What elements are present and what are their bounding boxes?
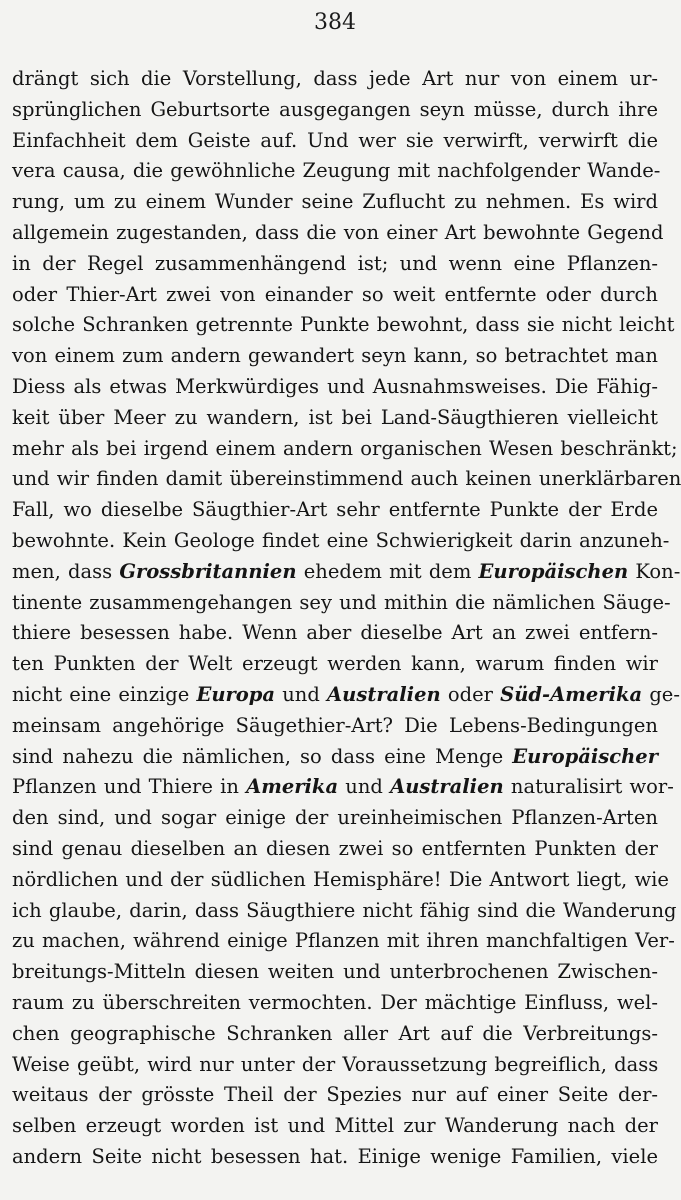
text-line: breitungs-Mitteln diesen weiten und unterbrochenen Zwischen- <box>12 960 658 984</box>
text-line <box>12 680 680 711</box>
emphasis-europa: Europa <box>196 682 276 706</box>
text-line: mehr als bei irgend einem andern organischen Wesen beschränkt; <box>12 436 678 460</box>
text-line: ten Punkten der Welt erzeugt werden kann, warum finden wir <box>12 652 658 676</box>
emphasis-australien: Australien <box>327 682 441 706</box>
emphasis-amerika: Amerika <box>246 775 339 799</box>
text-line: zu machen, während einige Pflanzen mit ihren manchfaltigen Ver- <box>12 929 675 953</box>
text-line: ich glaube, darin, dass Säugthiere nicht fähig sind die Wanderung <box>12 898 677 922</box>
text-run: nicht eine einzige <box>12 682 197 706</box>
page-number: 384 <box>314 10 356 35</box>
text-line: oder Thier-Art zwei von einander so weit entfernte oder durch <box>12 282 658 306</box>
text-line: thiere besessen habe. Wenn aber dieselbe Art an zwei entfern- <box>12 621 658 645</box>
text-line <box>12 772 674 803</box>
text-run: Pflanzen und Thiere in <box>12 775 247 799</box>
text-line: bewohnte. Kein Geologe findet eine Schwierigkeit darin anzuneh- <box>12 528 670 552</box>
text-line: sprünglichen Geburtsorte ausgegangen seyn müsse, durch ihre <box>12 97 658 121</box>
emphasis-europaeischer: Europäischer <box>512 744 658 768</box>
text-line: vera causa, die gewöhnliche Zeugung mit nachfolgender Wande- <box>12 159 661 183</box>
text-line: und wir finden damit übereinstimmend auch keinen unerklärbaren <box>12 467 681 491</box>
text-line: von einem zum andern gewandert seyn kann, so betrachtet man <box>12 344 658 368</box>
text-run: men, dass <box>12 559 120 583</box>
emphasis-grossbritannien: Grossbritannien <box>119 559 297 583</box>
text-line <box>12 557 681 588</box>
text-line: keit über Meer zu wandern, ist bei Land-Säugthieren vielleicht <box>12 405 658 429</box>
text-line: Fall, wo dieselbe Säugthier-Art sehr entfernte Punkte der Erde <box>12 498 658 522</box>
text-line <box>12 742 658 773</box>
emphasis-australien: Australien <box>390 775 504 799</box>
body-text <box>12 64 681 1173</box>
text-run: ehedem mit dem <box>296 559 479 583</box>
text-line: Weise geübt, wird nur unter der Voraussetzung begreiflich, dass <box>12 1052 659 1076</box>
text-run: naturalisirt wor- <box>503 775 674 799</box>
text-run: und <box>275 682 328 706</box>
text-line: solche Schranken getrennte Punkte bewohnt, dass sie nicht leicht <box>12 313 675 337</box>
text-line: den sind, und sogar einige der ureinheimischen Pflanzen-Arten <box>12 806 658 830</box>
text-line: rung, um zu einem Wunder seine Zuflucht zu nehmen. Es wird <box>12 190 658 214</box>
text-run: oder <box>440 682 501 706</box>
text-line: tinente zusammengehangen sey und mithin die nämlichen Säuge- <box>12 590 671 614</box>
text-line: drängt sich die Vorstellung, dass jede Art nur von einem ur- <box>12 67 658 90</box>
text-line: meinsam angehörige Säugethier-Art? Die Lebens-Bedingungen <box>12 713 658 737</box>
text-run: und <box>338 775 391 799</box>
text-line: weitaus der grösste Theil der Spezies nur auf einer Seite der- <box>12 1083 658 1107</box>
text-line: Diess als etwas Merkwürdiges und Ausnahmsweises. Die Fähig- <box>12 374 658 398</box>
text-run: Kon- <box>628 559 681 583</box>
text-line: in der Regel zusammenhängend ist; und wenn eine Pflanzen- <box>12 251 658 275</box>
text-line: chen geographische Schranken aller Art auf die Verbreitungs- <box>12 1021 658 1045</box>
text-line: raum zu überschreiten vermochten. Der mächtige Einfluss, wel- <box>12 990 658 1014</box>
emphasis-europaeischen: Europäischen <box>478 559 629 583</box>
text-line: sind genau dieselben an diesen zwei so entfernten Punkten der <box>12 836 658 860</box>
emphasis-sued-amerika: Süd-Amerika <box>500 682 643 706</box>
text-line: Einfachheit dem Geiste auf. Und wer sie verwirft, verwirft die <box>12 128 658 152</box>
text-line: nördlichen und der südlichen Hemisphäre! Die Antwort liegt, wie <box>12 867 669 891</box>
text-line: andern Seite nicht besessen hat. Einige wenige Familien, viele <box>12 1144 658 1168</box>
text-line: selben erzeugt worden ist und Mittel zur Wanderung nach der <box>12 1114 658 1138</box>
text-run: sind nahezu die nämlichen, so dass eine Menge <box>12 744 513 768</box>
text-line: allgemein zugestanden, dass die von einer Art bewohnte Gegend <box>12 220 664 244</box>
text-run: ge- <box>642 682 680 706</box>
